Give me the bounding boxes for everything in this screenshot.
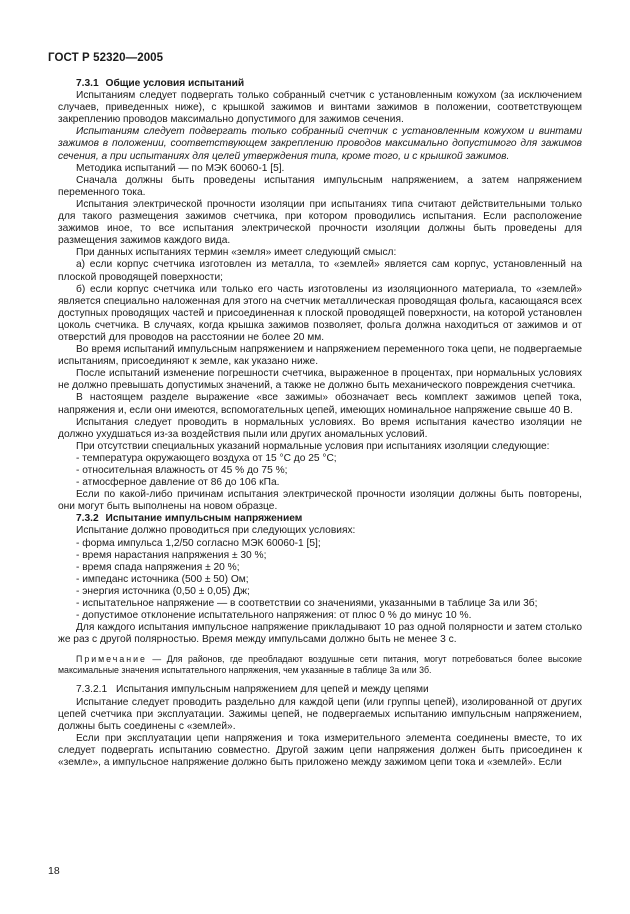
- paragraph: Если при эксплуатации цепи напряжения и тока измерительного элемента соединены вместе, то их следует подвергать испытанию совместно. Другой зажим цепи напряжения должен быть присоединен к «земле», а импульсное напряжение должно быть приложено между зажимом цепи тока и «землей». Если: [58, 732, 582, 768]
- list-item: - испытательное напряжение — в соответствии со значениями, указанными в таблице 3а или 3б;: [76, 598, 582, 610]
- paragraph: Для каждого испытания импульсное напряжение прикладывают 10 раз одной полярности и затем столько же раз с другой полярностью. Время между импульсами должно быть не менее 3 с.: [58, 622, 582, 646]
- list-item: - энергия источника (0,50 ± 0,05) Дж;: [76, 586, 582, 598]
- paragraph: При данных испытаниях термин «земля» имеет следующий смысл:: [76, 247, 397, 259]
- section-heading-7-3-2: [58, 513, 582, 525]
- list-item: - импеданс источника (500 ± 50) Ом;: [76, 574, 582, 586]
- section-heading-7-3-2-1: [58, 684, 582, 696]
- paragraph: Испытание должно проводиться при следующих условиях:: [76, 525, 356, 537]
- list-item: - температура окружающего воздуха от 15 °С до 25 °С;: [76, 453, 582, 465]
- list-item: - атмосферное давление от 86 до 106 кПа.: [76, 477, 582, 489]
- paragraph: Испытание следует проводить раздельно для каждой цепи (или группы цепей), изолированной от других цепей счетчика при эксплуатации. Зажимы цепей, не подвергаемых испытанию импульсным напряжением, должны быть соединены с «землей».: [58, 696, 582, 732]
- conditions-list: [58, 453, 582, 489]
- list-item: - время спада напряжения ± 20 %;: [76, 562, 582, 574]
- conditions-list: [58, 538, 582, 623]
- paragraph: Если по какой-либо причинам испытания электрической прочности изоляции должны быть повторены, они могут быть выполнены на новом образце.: [58, 489, 582, 513]
- paragraph: В настоящем разделе выражение «все зажимы» обозначает весь комплект зажимов цепей тока, напряжения и, если они имеются, вспомогательных цепей, имеющих номинальное напряжение свыше 40 В.: [58, 392, 582, 416]
- paragraph: После испытаний изменение погрешности счетчика, выраженное в процентах, при нормальных условиях не должно превышать допустимых значений, а также не должно быть механического повреждения счетчика.: [58, 368, 582, 392]
- section-number: 7.3.1: [76, 78, 99, 89]
- list-item: - форма импульса 1,2/50 согласно МЭК 60060-1 [5];: [76, 538, 582, 550]
- section-title: Испытание импульсным напряжением: [105, 513, 303, 525]
- document-body: [58, 78, 582, 769]
- paragraph: Сначала должны быть проведены испытания импульсным напряжением, а затем напряжением переменного тока.: [58, 174, 582, 198]
- paragraph: Испытаниям следует подвергать только собранный счетчик с установленным кожухом (за исключением случаев, приведенных ниже), с крышкой зажимов и винтами зажимов в положении, соответствующем закреплению проводов максимально допустимого для зажимов сечения.: [58, 90, 582, 126]
- paragraph: б) если корпус счетчика или только его часть изготовлены из изоляционного материала, то «землей» является специально наложенная для этого на счетчик металлическая проводящая фольга, касающаяся всех доступных проводящих частей и присоединенная к плоской проводящей поверхности, на которой установлен цоколь счетчика. В случаях, когда крышка зажимов позволяет, фольга должна находиться от зажимов и от отверстий для проводов на расстоянии не более 20 мм.: [58, 283, 582, 343]
- note-text: — Для районов, где преобладают воздушные сети питания, могут потребоваться более высокие максимальные значения испытательного напряжения, чем указанные в таблице 3а или 3б.: [58, 654, 582, 676]
- paragraph: При отсутствии специальных указаний нормальные условия при испытаниях изоляции следующие:: [76, 440, 550, 452]
- list-item: - относительная влажность от 45 % до 75 %;: [76, 465, 582, 477]
- section-title: Общие условия испытаний: [105, 78, 245, 89]
- paragraph: Во время испытаний импульсным напряжением и напряжением переменного тока цепи, не подвергаемые испытаниям, присоединяют к земле, как указано ниже.: [58, 344, 582, 368]
- paragraph: Методика испытаний — по МЭК 60060-1 [5].: [76, 162, 285, 174]
- note: [58, 654, 582, 676]
- page-number: 18: [48, 865, 60, 877]
- list-item: - время нарастания напряжения ± 30 %;: [76, 550, 582, 562]
- document-header: ГОСТ Р 52320—2005: [48, 52, 164, 64]
- section-title: Испытания импульсным напряжением для цепей и между цепями: [116, 684, 429, 696]
- section-number: 7.3.2.1: [76, 684, 108, 696]
- note-label: Примечание: [76, 654, 147, 665]
- paragraph: Испытания следует проводить в нормальных условиях. Во время испытания качество изоляции не должно ухудшаться из-за воздействия пыли или других аномальных условий.: [58, 416, 582, 440]
- section-heading-7-3-1: [58, 78, 582, 90]
- paragraph: Испытания электрической прочности изоляции при испытаниях типа считают действительными только для такого размещения зажимов счетчика, при котором проводились испытания. Если расположение зажимов иное, то все испытания электрической прочности изоляции должны быть проведены для размещения зажимов каждого вида.: [58, 198, 582, 247]
- section-number: 7.3.2: [76, 513, 99, 525]
- paragraph: а) если корпус счетчика изготовлен из металла, то «землей» является сам корпус, установленный на плоской проводящей поверхности;: [58, 259, 582, 283]
- italic-paragraph: Испытаниям следует подвергать только собранный счетчик с установленным кожухом и винтами зажимов в положении, соответствующем закреплению проводов максимально допустимого для зажимов сечения, а при испытаниях для целей утверждения типа, кроме того, и с крышкой зажимов.: [58, 126, 582, 162]
- list-item: - допустимое отклонение испытательного напряжения: от плюс 0 % до минус 10 %.: [76, 610, 582, 622]
